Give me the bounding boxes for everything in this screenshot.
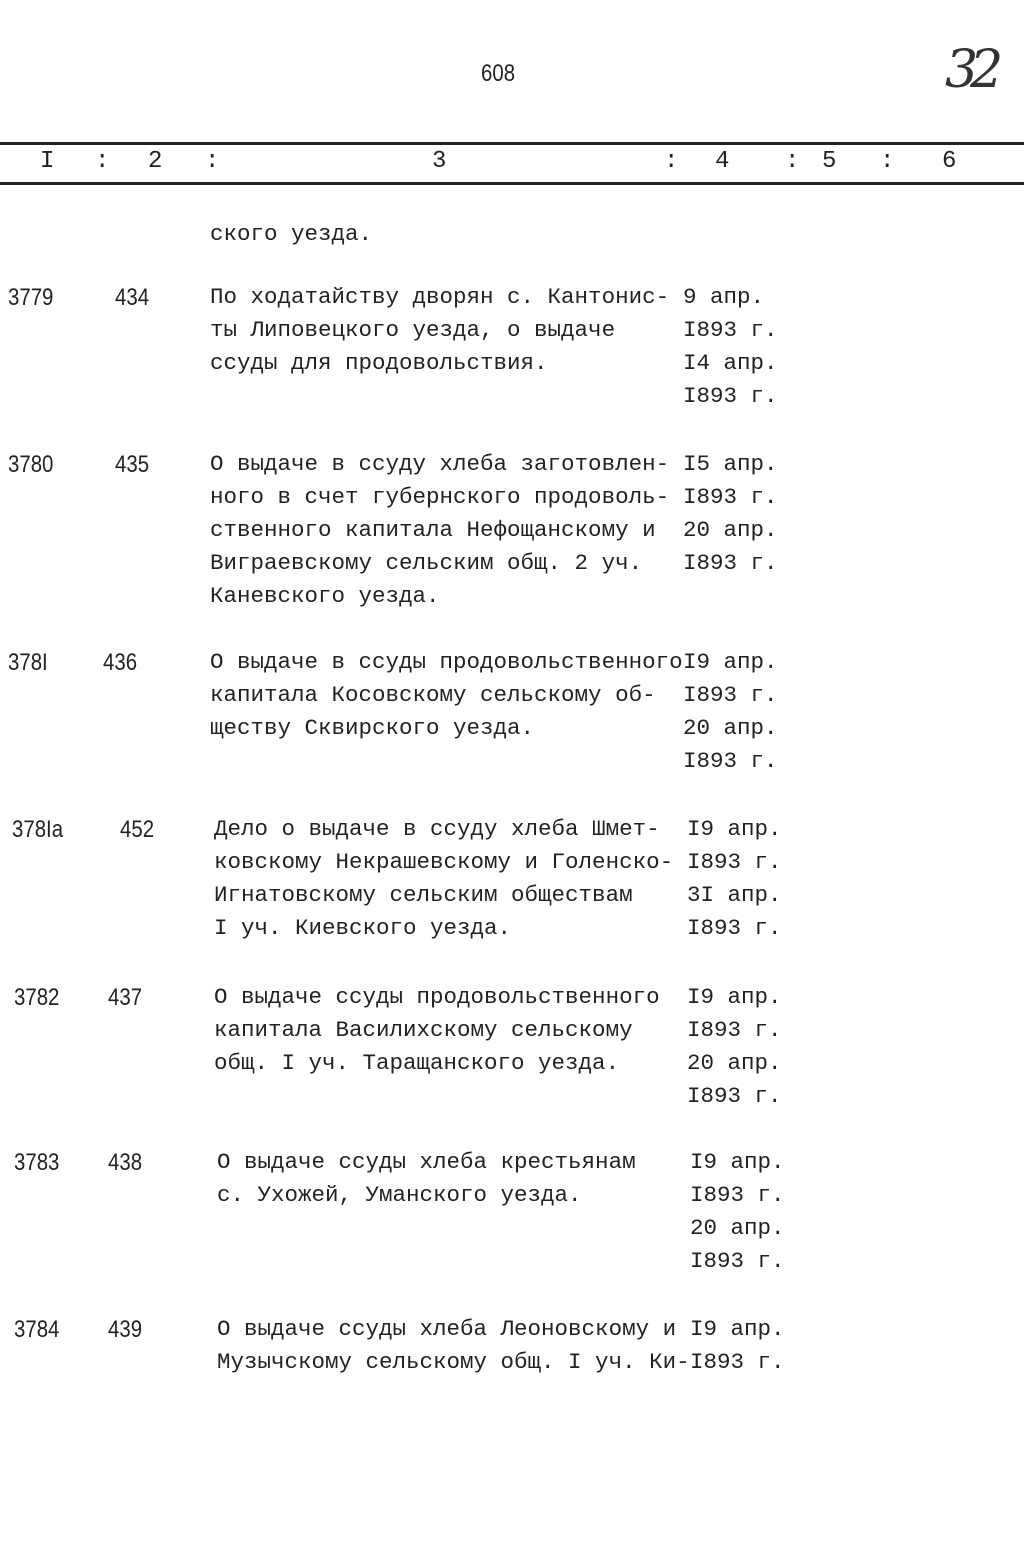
entry-number: 3784 bbox=[14, 1316, 60, 1343]
description-line: ты Липовецкого уезда, о выдаче bbox=[210, 317, 616, 343]
description-line: общ. I уч. Таращанского уезда. bbox=[214, 1050, 620, 1076]
description-line: О выдаче в ссуды продовольственного bbox=[210, 649, 683, 675]
date-line: I893 г. bbox=[683, 317, 778, 343]
description-line: Музычскому сельскому общ. I уч. Ки- bbox=[217, 1349, 690, 1375]
date-line: 20 апр. bbox=[687, 1050, 782, 1076]
page-number: 608 bbox=[481, 60, 516, 87]
entry-description bbox=[217, 1313, 690, 1379]
date-line: 3I апр. bbox=[687, 882, 782, 908]
entry-description bbox=[214, 813, 673, 945]
entry-number: 3779 bbox=[8, 284, 54, 311]
date-line: I893 г. bbox=[690, 1182, 785, 1208]
description-line: капитала Василихскому сельскому bbox=[214, 1017, 633, 1043]
date-line: I893 г. bbox=[687, 915, 782, 941]
date-line: 20 апр. bbox=[683, 517, 778, 543]
description-line: Дело о выдаче в ссуду хлеба Шмет- bbox=[214, 816, 660, 842]
handwritten-folio-number: 32 bbox=[945, 40, 996, 100]
description-line: ществу Сквирского уезда. bbox=[210, 715, 535, 741]
date-line: I893 г. bbox=[683, 748, 778, 774]
date-line: I4 апр. bbox=[683, 350, 778, 376]
entry-description bbox=[217, 1146, 636, 1212]
description-line: Игнатовскому сельским обществам bbox=[214, 882, 633, 908]
entry-number: 3783 bbox=[14, 1149, 60, 1176]
sheet-number: 435 bbox=[115, 451, 150, 478]
column-separator: : bbox=[205, 148, 220, 175]
column-header-2: 2 bbox=[148, 148, 163, 175]
date-line: I893 г. bbox=[687, 1017, 782, 1043]
column-header-10: 6 bbox=[942, 148, 957, 175]
entry-number: 3780 bbox=[8, 451, 54, 478]
description-line: ковскому Некрашевскому и Голенско- bbox=[214, 849, 674, 875]
description-line: капитала Косовскому сельскому об- bbox=[210, 682, 656, 708]
date-line: 20 апр. bbox=[683, 715, 778, 741]
sheet-number: 452 bbox=[120, 816, 155, 843]
entry-description bbox=[210, 646, 683, 745]
continuation-text: ского уезда. bbox=[210, 221, 373, 247]
column-header-0: I bbox=[40, 148, 55, 175]
description-line: Виграевскому сельским общ. 2 уч. bbox=[210, 550, 643, 576]
description-line: О выдаче ссуды продовольственного bbox=[214, 984, 660, 1010]
date-line: 20 апр. bbox=[690, 1215, 785, 1241]
date-line: I9 апр. bbox=[690, 1149, 785, 1175]
description-line: I уч. Киевского уезда. bbox=[214, 915, 512, 941]
entry-description bbox=[214, 981, 660, 1080]
description-line: ного в счет губернского продоволь- bbox=[210, 484, 670, 510]
entry-dates bbox=[690, 1146, 785, 1278]
column-header-8: 5 bbox=[822, 148, 837, 175]
entry-description bbox=[210, 281, 669, 380]
date-line: I893 г. bbox=[683, 682, 778, 708]
entry-dates bbox=[683, 281, 778, 413]
date-line: I9 апр. bbox=[687, 984, 782, 1010]
column-separator: : bbox=[785, 148, 800, 175]
description-line: По ходатайству дворян с. Кантонис- bbox=[210, 284, 670, 310]
date-line: I893 г. bbox=[683, 383, 778, 409]
entry-number: 3782 bbox=[14, 984, 60, 1011]
date-line: 9 апр. bbox=[683, 284, 765, 310]
column-separator: : bbox=[95, 148, 110, 175]
sheet-number: 439 bbox=[108, 1316, 143, 1343]
entry-number: 378Iа bbox=[12, 816, 64, 843]
description-line: ственного капитала Нефощанскому и bbox=[210, 517, 656, 543]
description-line: О выдаче ссуды хлеба Леоновскому и bbox=[217, 1316, 677, 1342]
date-line: I893 г. bbox=[687, 1083, 782, 1109]
header-top-rule bbox=[0, 142, 1024, 145]
sheet-number: 438 bbox=[108, 1149, 143, 1176]
entry-dates bbox=[683, 448, 778, 580]
column-header-6: 4 bbox=[715, 148, 730, 175]
header-bottom-rule bbox=[0, 182, 1024, 185]
description-line: Каневского уезда. bbox=[210, 583, 440, 609]
entry-dates bbox=[687, 981, 782, 1113]
description-line: ссуды для продовольствия. bbox=[210, 350, 548, 376]
date-line: I893 г. bbox=[690, 1248, 785, 1274]
date-line: I893 г. bbox=[687, 849, 782, 875]
description-line: с. Ухожей, Уманского уезда. bbox=[217, 1182, 582, 1208]
entry-dates bbox=[690, 1313, 785, 1379]
sheet-number: 434 bbox=[115, 284, 150, 311]
date-line: I893 г. bbox=[690, 1349, 785, 1375]
date-line: I9 апр. bbox=[687, 816, 782, 842]
date-line: I9 апр. bbox=[683, 649, 778, 675]
entry-dates bbox=[683, 646, 778, 778]
sheet-number: 437 bbox=[108, 984, 143, 1011]
entry-dates bbox=[687, 813, 782, 945]
date-line: I9 апр. bbox=[690, 1316, 785, 1342]
column-header-4: 3 bbox=[432, 148, 447, 175]
date-line: I893 г. bbox=[683, 484, 778, 510]
description-line: О выдаче ссуды хлеба крестьянам bbox=[217, 1149, 636, 1175]
sheet-number: 436 bbox=[103, 649, 138, 676]
column-separator: : bbox=[880, 148, 895, 175]
date-line: I893 г. bbox=[683, 550, 778, 576]
date-line: I5 апр. bbox=[683, 451, 778, 477]
description-line: О выдаче в ссуду хлеба заготовлен- bbox=[210, 451, 670, 477]
entry-description bbox=[210, 448, 669, 613]
entry-number: 378I bbox=[8, 649, 48, 676]
column-separator: : bbox=[664, 148, 679, 175]
